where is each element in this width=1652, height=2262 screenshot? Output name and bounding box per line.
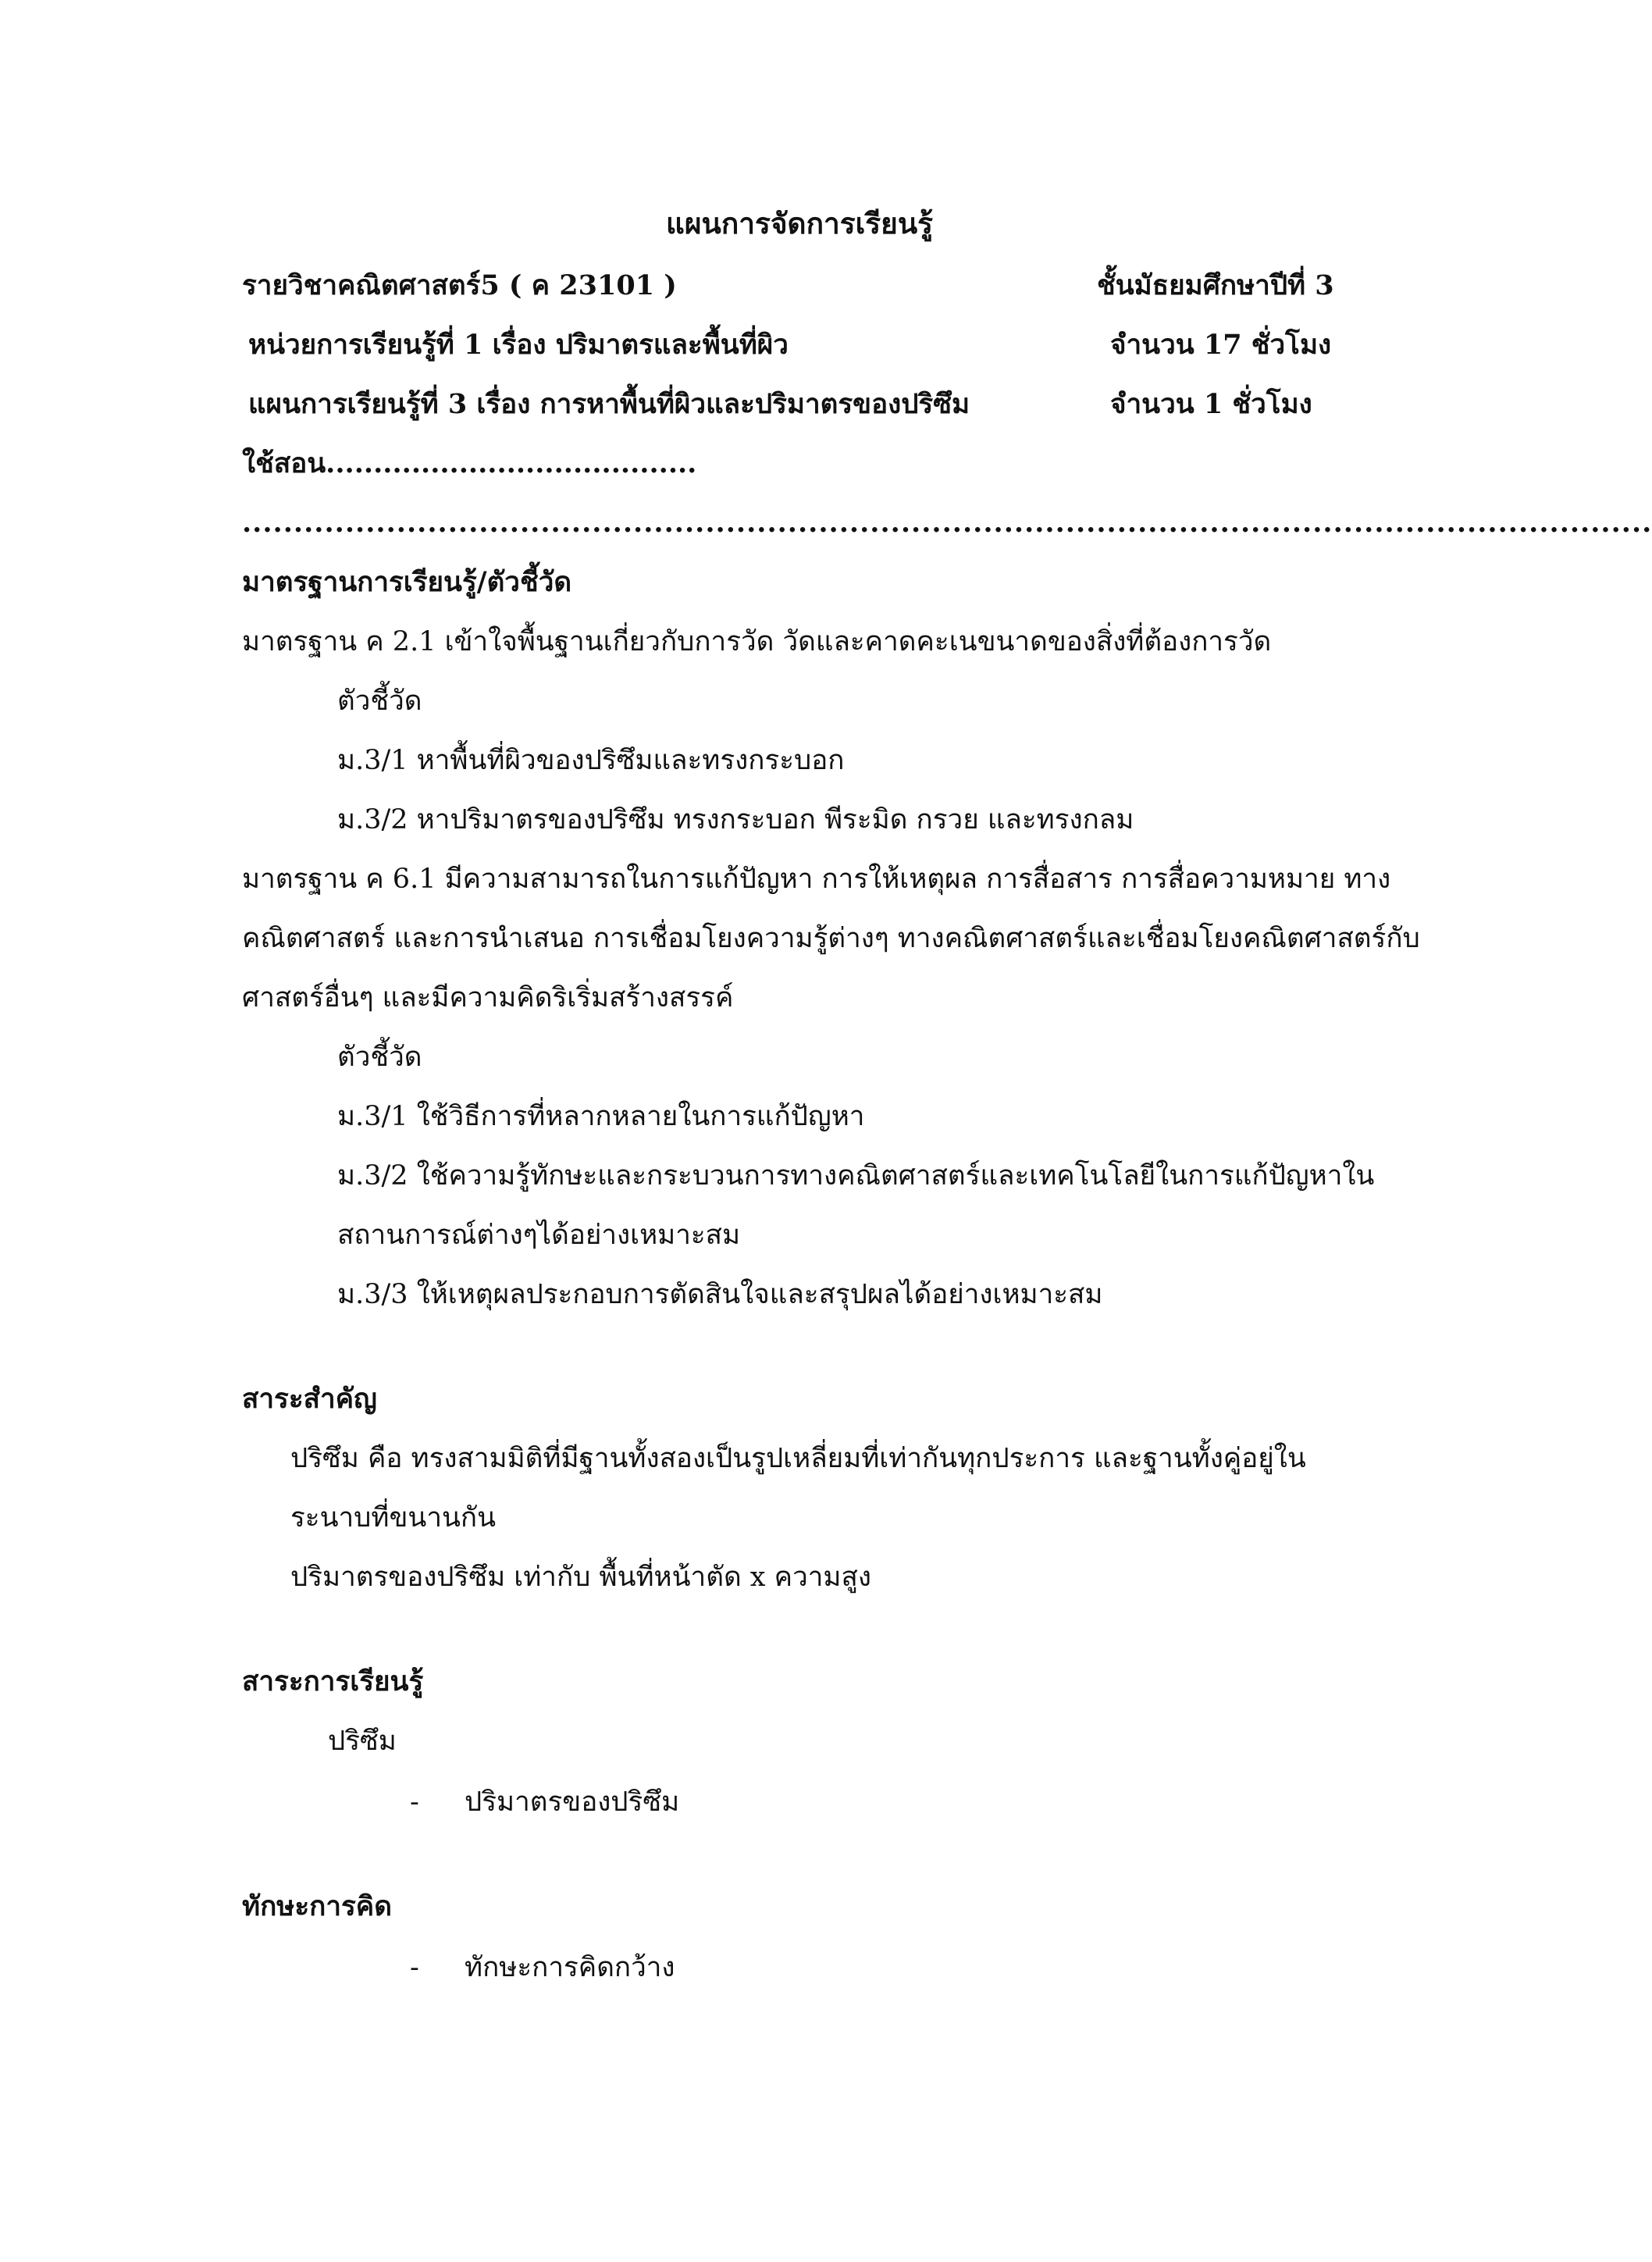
teach-date-line: ใช้สอน....................................... [242, 447, 697, 479]
indicator-item: ม.3/3 ให้เหตุผลประกอบการตัดสินใจและสรุปผลได้อย่างเหมาะสม [337, 1279, 1103, 1310]
standards-heading: มาตรฐานการเรียนรู้/ตัวชี้วัด [242, 566, 572, 598]
indicator-label: ตัวชี้วัด [337, 1042, 422, 1073]
indicator-item: ม.3/1 ใช้วิธีการที่หลากหลายในการแก้ปัญหา [337, 1101, 865, 1132]
indicator-item: ม.3/1 หาพื้นที่ผิวของปริซึมและทรงกระบอก [337, 745, 845, 776]
key-concept-heading: สาระสำคัญ [242, 1383, 377, 1415]
standard-math-6-1-line: ศาสตร์อื่นๆ และมีความคิดริเริ่มสร้างสรรค์ [242, 982, 734, 1013]
indicator-item: ม.3/2 ใช้ความรู้ทักษะและกระบวนการทางคณิตศาสตร์และเทคโนโลยีในการแก้ปัญหาใน [337, 1160, 1375, 1192]
key-concept-line: ปริซึม คือ ทรงสามมิติที่มีฐานทั้งสองเป็นรูปเหลี่ยมที่เท่ากันทุกประการ และฐานทั้งคู่อยู่ใน [290, 1443, 1306, 1474]
document-title: แผนการจัดการเรียนรู้ [666, 206, 933, 240]
grade-level: ชั้นมัธยมศึกษาปีที่ 3 [1097, 269, 1334, 301]
dash-bullet: - [410, 1952, 419, 1983]
thinking-bullet [410, 1949, 675, 1986]
bullet-text: ปริมาตรของปริซึม [465, 1786, 680, 1818]
standard-math-2-1: มาตรฐาน ค 2.1 เข้าใจพื้นฐานเกี่ยวกับการวัด วัดและคาดคะเนขนาดของสิ่งที่ต้องการวัด [242, 626, 1272, 657]
bullet-text: ทักษะการคิดกว้าง [465, 1952, 675, 1983]
learning-content-heading: สาระการเรียนรู้ [242, 1665, 424, 1697]
plan-hours: จำนวน 1 ชั่วโมง [1110, 388, 1312, 420]
subject-line: รายวิชาคณิตศาสตร์5 ( ค 23101 ) [242, 269, 677, 301]
learning-bullet [410, 1783, 679, 1821]
key-concept-line: ปริมาตรของปริซึม เท่ากับ พื้นที่หน้าตัด x ความสูง [290, 1562, 871, 1593]
learning-topic: ปริซึม [328, 1726, 397, 1757]
dotted-line: ......................................................................................................................................... [242, 507, 1652, 539]
indicator-item: ม.3/2 หาปริมาตรของปริซึม ทรงกระบอก พีระมิด กรวย และทรงกลม [337, 804, 1134, 835]
unit-hours: จำนวน 17 ชั่วโมง [1110, 329, 1332, 361]
dash-bullet: - [410, 1786, 419, 1818]
unit-line: หน่วยการเรียนรู้ที่ 1 เรื่อง ปริมาตรและพื้นที่ผิว [248, 329, 789, 361]
indicator-item: สถานการณ์ต่างๆได้อย่างเหมาะสม [337, 1220, 741, 1251]
standard-math-6-1-line: มาตรฐาน ค 6.1 มีความสามารถในการแก้ปัญหา การให้เหตุผล การสื่อสาร การสื่อความหมาย ทาง [242, 864, 1391, 895]
key-concept-line: ระนาบที่ขนานกัน [290, 1502, 497, 1534]
indicator-label: ตัวชี้วัด [337, 686, 422, 717]
plan-line: แผนการเรียนรู้ที่ 3 เรื่อง การหาพื้นที่ผิวและปริมาตรของปริซึม [248, 388, 970, 420]
standard-math-6-1-line: คณิตศาสตร์ และการนำเสนอ การเชื่อมโยงความรู้ต่างๆ ทางคณิตศาสตร์และเชื่อมโยงคณิตศาสตร์กับ [242, 923, 1420, 954]
thinking-skills-heading: ทักษะการคิด [242, 1890, 392, 1922]
